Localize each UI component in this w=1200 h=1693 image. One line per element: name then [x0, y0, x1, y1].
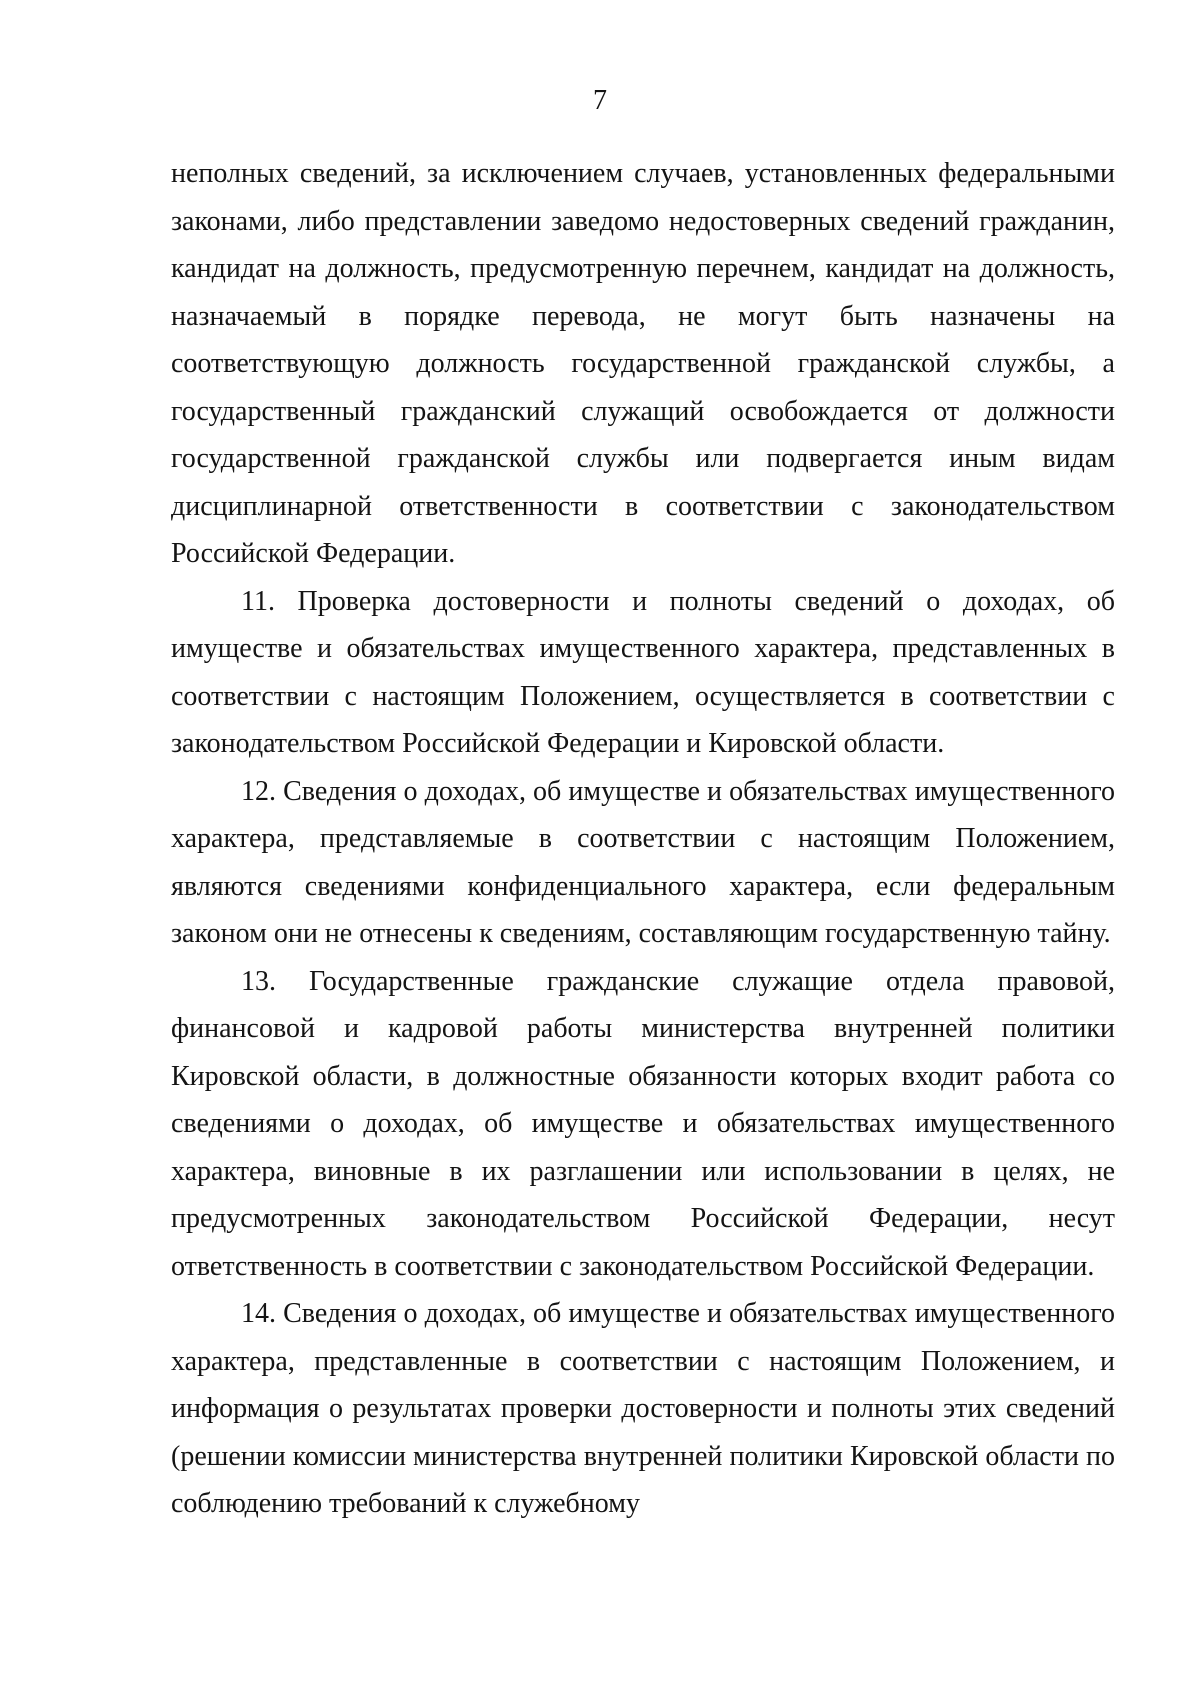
paragraph-13: 13. Государственные гражданские служащие отдела правовой, финансовой и кадровой работы министерства внутренней политики Кировской области, в должностные обязанности которых входит работа со сведениями о доходах, об имуществе и обязательствах имущественного характера, виновные в их разглашении или использовании в целях, не предусмотренных законодательством Российской Федерации, несут ответственность в соответствии с законодательством Российской Федерации.	[171, 965, 1115, 1282]
page-number: 7	[593, 85, 607, 116]
paragraph-continuation: неполных сведений, за исключением случаев, установленных федеральными законами, либо представлении заведомо недостоверных сведений гражданин, кандидат на должность, предусмотренную перечнем, кандидат на должность, назначаемый в порядке перевода, не могут быть назначены на соответствующую должность государственной гражданской службы, а государственный гражданский служащий освобождается от должности государственной гражданской службы или подвергается иным видам дисциплинарной ответственности в соответствии с законодательством Российской Федерации.	[171, 158, 1115, 569]
paragraph-11: 11. Проверка достоверности и полноты сведений о доходах, об имуществе и обязательствах имущественного характера, представленных в соответствии с настоящим Положением, осуществляется в соответствии с законодательством Российской Федерации и Кировской области.	[171, 585, 1115, 759]
paragraph-12: 12. Сведения о доходах, об имуществе и обязательствах имущественного характера, представляемые в соответствии с настоящим Положением, являются сведениями конфиденциального характера, если федеральным законом они не отнесены к сведениям, составляющим государственную тайну.	[171, 775, 1115, 949]
paragraph-14: 14. Сведения о доходах, об имуществе и обязательствах имущественного характера, представленные в соответствии с настоящим Положением, и информация о результатах проверки достоверности и полноты этих сведений (решении комиссии министерства внутренней политики Кировской области по соблюдению требований к служебному	[171, 1298, 1115, 1519]
document-body	[171, 150, 1115, 1528]
